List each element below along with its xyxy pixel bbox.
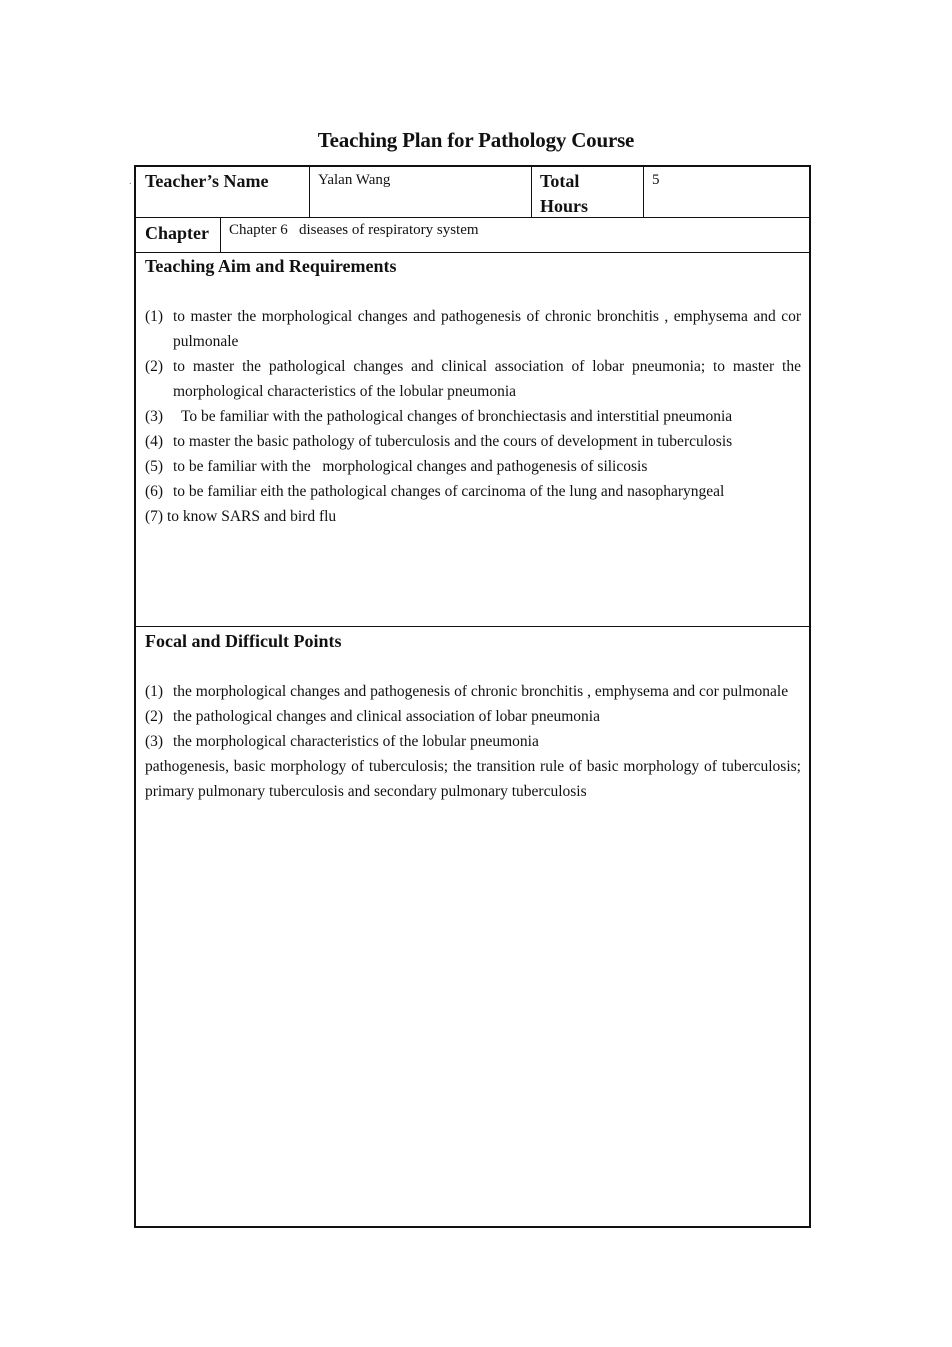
hours-value: 5 [652,172,660,188]
aims-item-text: To be familiar with the pathological changes of bronchiectasis and interstitial pneumonia [181,408,733,425]
focal-section [136,627,809,1226]
aims-item-number: (4) [145,433,164,450]
aims-item-text: to master the basic pathology of tuberculosis and the cours of development in tuberculosis [173,433,733,450]
aims-item-number: (5) [145,458,164,475]
aims-list [145,304,801,529]
focal-heading: Focal and Difficult Points [145,631,342,651]
hours-label-line2: Hours [540,196,589,216]
chapter-label: Chapter [145,223,209,243]
focal-item-text: the morphological changes and pathogenesis of chronic bronchitis , emphysema and cor pulmonale [173,683,789,700]
aims-item [145,354,801,404]
focal-item-number: (1) [145,683,164,700]
aims-item [145,454,801,479]
chapter-label-cell [136,217,221,252]
aims-item [145,479,801,504]
aims-item-number: (6) [145,483,164,500]
focal-item-number: (2) [145,708,164,725]
focal-item-text: the pathological changes and clinical association of lobar pneumonia [173,708,600,725]
focal-item [145,729,801,754]
aims-item-text: to be familiar with the morphological changes and pathogenesis of silicosis [173,458,648,475]
hours-label-line1: Total [540,171,580,191]
chapter-title: diseases of respiratory system [298,222,479,238]
aims-section [136,252,809,627]
teacher-value-cell [310,167,532,217]
aims-item [145,429,801,454]
aims-item [145,404,801,429]
teacher-value: Yalan Wang [318,172,391,188]
aims-item-number: (2) [145,358,164,375]
aims-item-text: to master the pathological changes and clinical association of lobar pneumonia; to master the morphological characteristics of the lobular pneumonia [173,358,801,400]
aims-heading: Teaching Aim and Requirements [145,256,397,276]
teacher-label: Teacher’s Name [145,171,269,191]
focal-paragraph: pathogenesis, basic morphology of tuberculosis; the transition rule of basic morphology of tuberculosis; primary pulmonary tuberculosis and secondary pulmonary tuberculosis [145,758,801,800]
aims-item-text: to be familiar eith the pathological changes of carcinoma of the lung and nasopharyngeal [173,483,725,500]
chapter-number: Chapter 6 [229,222,288,238]
aims-item-text: to master the morphological changes and pathogenesis of chronic bronchitis , emphysema and cor pulmonale [173,308,801,350]
chapter-row [136,217,809,253]
margin-mark: . [129,176,132,187]
focal-item [145,704,801,729]
hours-label-cell [532,167,644,217]
focal-item-number: (3) [145,733,164,750]
hours-value-cell [644,167,809,217]
aims-item-number: (1) [145,308,164,325]
teacher-row [136,167,809,218]
page-title: Teaching Plan for Pathology Course [317,128,635,152]
chapter-value-cell [221,217,809,252]
aims-last-line: (7) to know SARS and bird flu [145,508,337,525]
focal-item-text: the morphological characteristics of the lobular pneumonia [173,733,539,750]
teacher-label-cell [136,167,310,217]
chapter-value [229,222,479,239]
plan-table [134,165,811,1228]
aims-item-number: (3) [145,408,164,425]
focal-list [145,679,801,804]
aims-item [145,304,801,354]
focal-item [145,679,801,704]
